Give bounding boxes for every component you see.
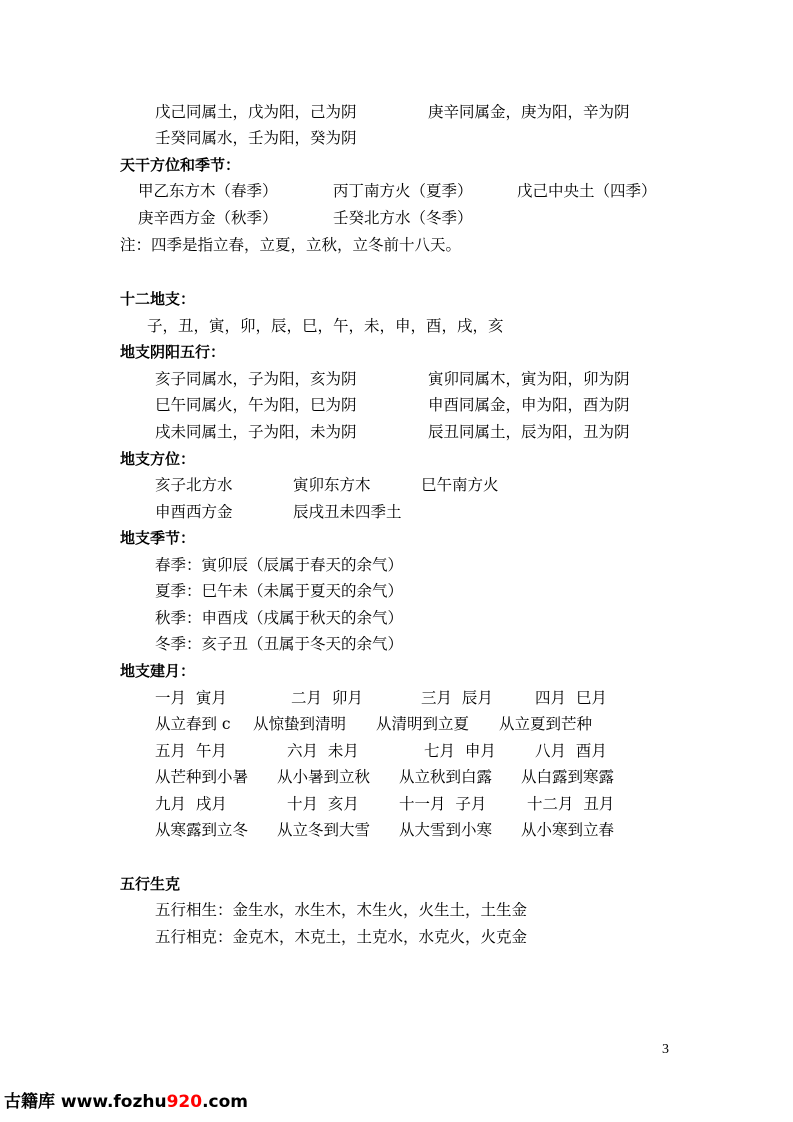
- month-range-9: 从寒露到立冬: [155, 821, 249, 839]
- month-8: 八月 酉月: [535, 742, 607, 760]
- branch-yinyang-yinmao: 寅卯同属木，寅为阳，卯为阴: [428, 370, 630, 388]
- month-range-6: 从小暑到立秋: [277, 768, 371, 786]
- branch-season-spring: 春季：寅卯辰（辰属于春天的余气）: [155, 556, 404, 574]
- branch-yinyang-shenyou: 申酉同属金，申为阳，酉为阴: [428, 396, 630, 414]
- month-range-1: 从立春到 c: [155, 715, 231, 733]
- month-7: 七月 申月: [424, 742, 496, 760]
- month-3: 三月 辰月: [421, 689, 493, 707]
- stem-pair-gengxin: 庚辛同属金，庚为阳，辛为阴: [428, 103, 630, 121]
- month-range-11: 从大雪到小寒: [399, 821, 493, 839]
- stem-direction-north: 壬癸北方水（冬季）: [333, 209, 473, 227]
- branch-season-heading: 地支季节：: [120, 529, 196, 547]
- month-4: 四月 巳月: [535, 689, 607, 707]
- wuxing-sheng: 五行相生：金生水，水生木，木生火，火生土，土生金: [155, 901, 528, 919]
- month-range-10: 从立冬到大雪: [277, 821, 371, 839]
- stem-direction-south: 丙丁南方火（夏季）: [333, 182, 473, 200]
- footer-brand: 古籍库: [4, 1092, 55, 1112]
- branch-season-autumn: 秋季：申酉戌（戌属于秋天的余气）: [155, 609, 404, 627]
- month-10: 十月 亥月: [287, 795, 359, 813]
- branch-yinyang-heading: 地支阴阳五行：: [120, 343, 226, 361]
- month-range-7: 从立秋到白露: [399, 768, 493, 786]
- footer-url-prefix: www.fozhu: [55, 1092, 167, 1112]
- branch-yinyang-siwu: 巳午同属火，午为阳，巳为阴: [155, 396, 357, 414]
- stem-pair-wuji: 戊己同属土，戊为阳，己为阴: [155, 103, 357, 121]
- month-range-3: 从清明到立夏: [376, 715, 470, 733]
- month-9: 九月 戌月: [155, 795, 227, 813]
- month-11: 十一月 子月: [399, 795, 487, 813]
- month-6: 六月 未月: [287, 742, 359, 760]
- month-range-2: 从惊蛰到清明: [253, 715, 347, 733]
- branch-direction-east: 寅卯东方木: [293, 476, 371, 494]
- month-range-5: 从芒种到小暑: [155, 768, 249, 786]
- month-1: 一月 寅月: [155, 689, 227, 707]
- branches-heading: 十二地支：: [120, 290, 196, 308]
- branch-season-summer: 夏季：巳午未（未属于夏天的余气）: [155, 582, 404, 600]
- footer-url-suffix: .com: [202, 1092, 249, 1112]
- page-number: 3: [662, 1042, 669, 1057]
- branch-direction-heading: 地支方位：: [120, 450, 196, 468]
- month-range-12: 从小寒到立春: [521, 821, 615, 839]
- stem-direction-west: 庚辛西方金（秋季）: [138, 209, 278, 227]
- stem-note: 注：四季是指立春，立夏，立秋，立冬前十八天。: [120, 236, 462, 254]
- stem-pair-rengui: 壬癸同属水，壬为阳，癸为阴: [155, 129, 357, 147]
- branch-yinyang-chenchou: 辰丑同属土，辰为阳，丑为阴: [428, 423, 630, 441]
- branch-direction-south: 巳午南方火: [421, 476, 499, 494]
- month-5: 五月 午月: [155, 742, 227, 760]
- footer-url-number: 920: [166, 1092, 203, 1112]
- stem-direction-heading: 天干方位和季节：: [120, 156, 241, 174]
- wuxing-ke: 五行相克：金克木，木克土，土克水，水克火，火克金: [155, 928, 528, 946]
- month-2: 二月 卯月: [291, 689, 363, 707]
- month-range-4: 从立夏到芒种: [499, 715, 593, 733]
- stem-direction-east: 甲乙东方木（春季）: [138, 182, 278, 200]
- branch-direction-west: 申酉西方金: [155, 503, 233, 521]
- branch-month-heading: 地支建月：: [120, 662, 196, 680]
- footer-watermark: [4, 1090, 248, 1114]
- branch-direction-center: 辰戌丑未四季土: [293, 503, 402, 521]
- month-12: 十二月 丑月: [527, 795, 615, 813]
- branch-yinyang-haizi: 亥子同属水，子为阳，亥为阴: [155, 370, 357, 388]
- branch-yinyang-xuwei: 戌未同属土，子为阳，未为阴: [155, 423, 357, 441]
- branch-direction-north: 亥子北方水: [155, 476, 233, 494]
- stem-direction-center: 戊己中央土（四季）: [517, 182, 657, 200]
- wuxing-heading: 五行生克: [120, 875, 181, 893]
- month-range-8: 从白露到寒露: [521, 768, 615, 786]
- branches-list: 子，丑，寅，卯，辰，巳，午，未，申，酉，戌，亥: [147, 317, 504, 335]
- branch-season-winter: 冬季：亥子丑（丑属于冬天的余气）: [155, 635, 404, 653]
